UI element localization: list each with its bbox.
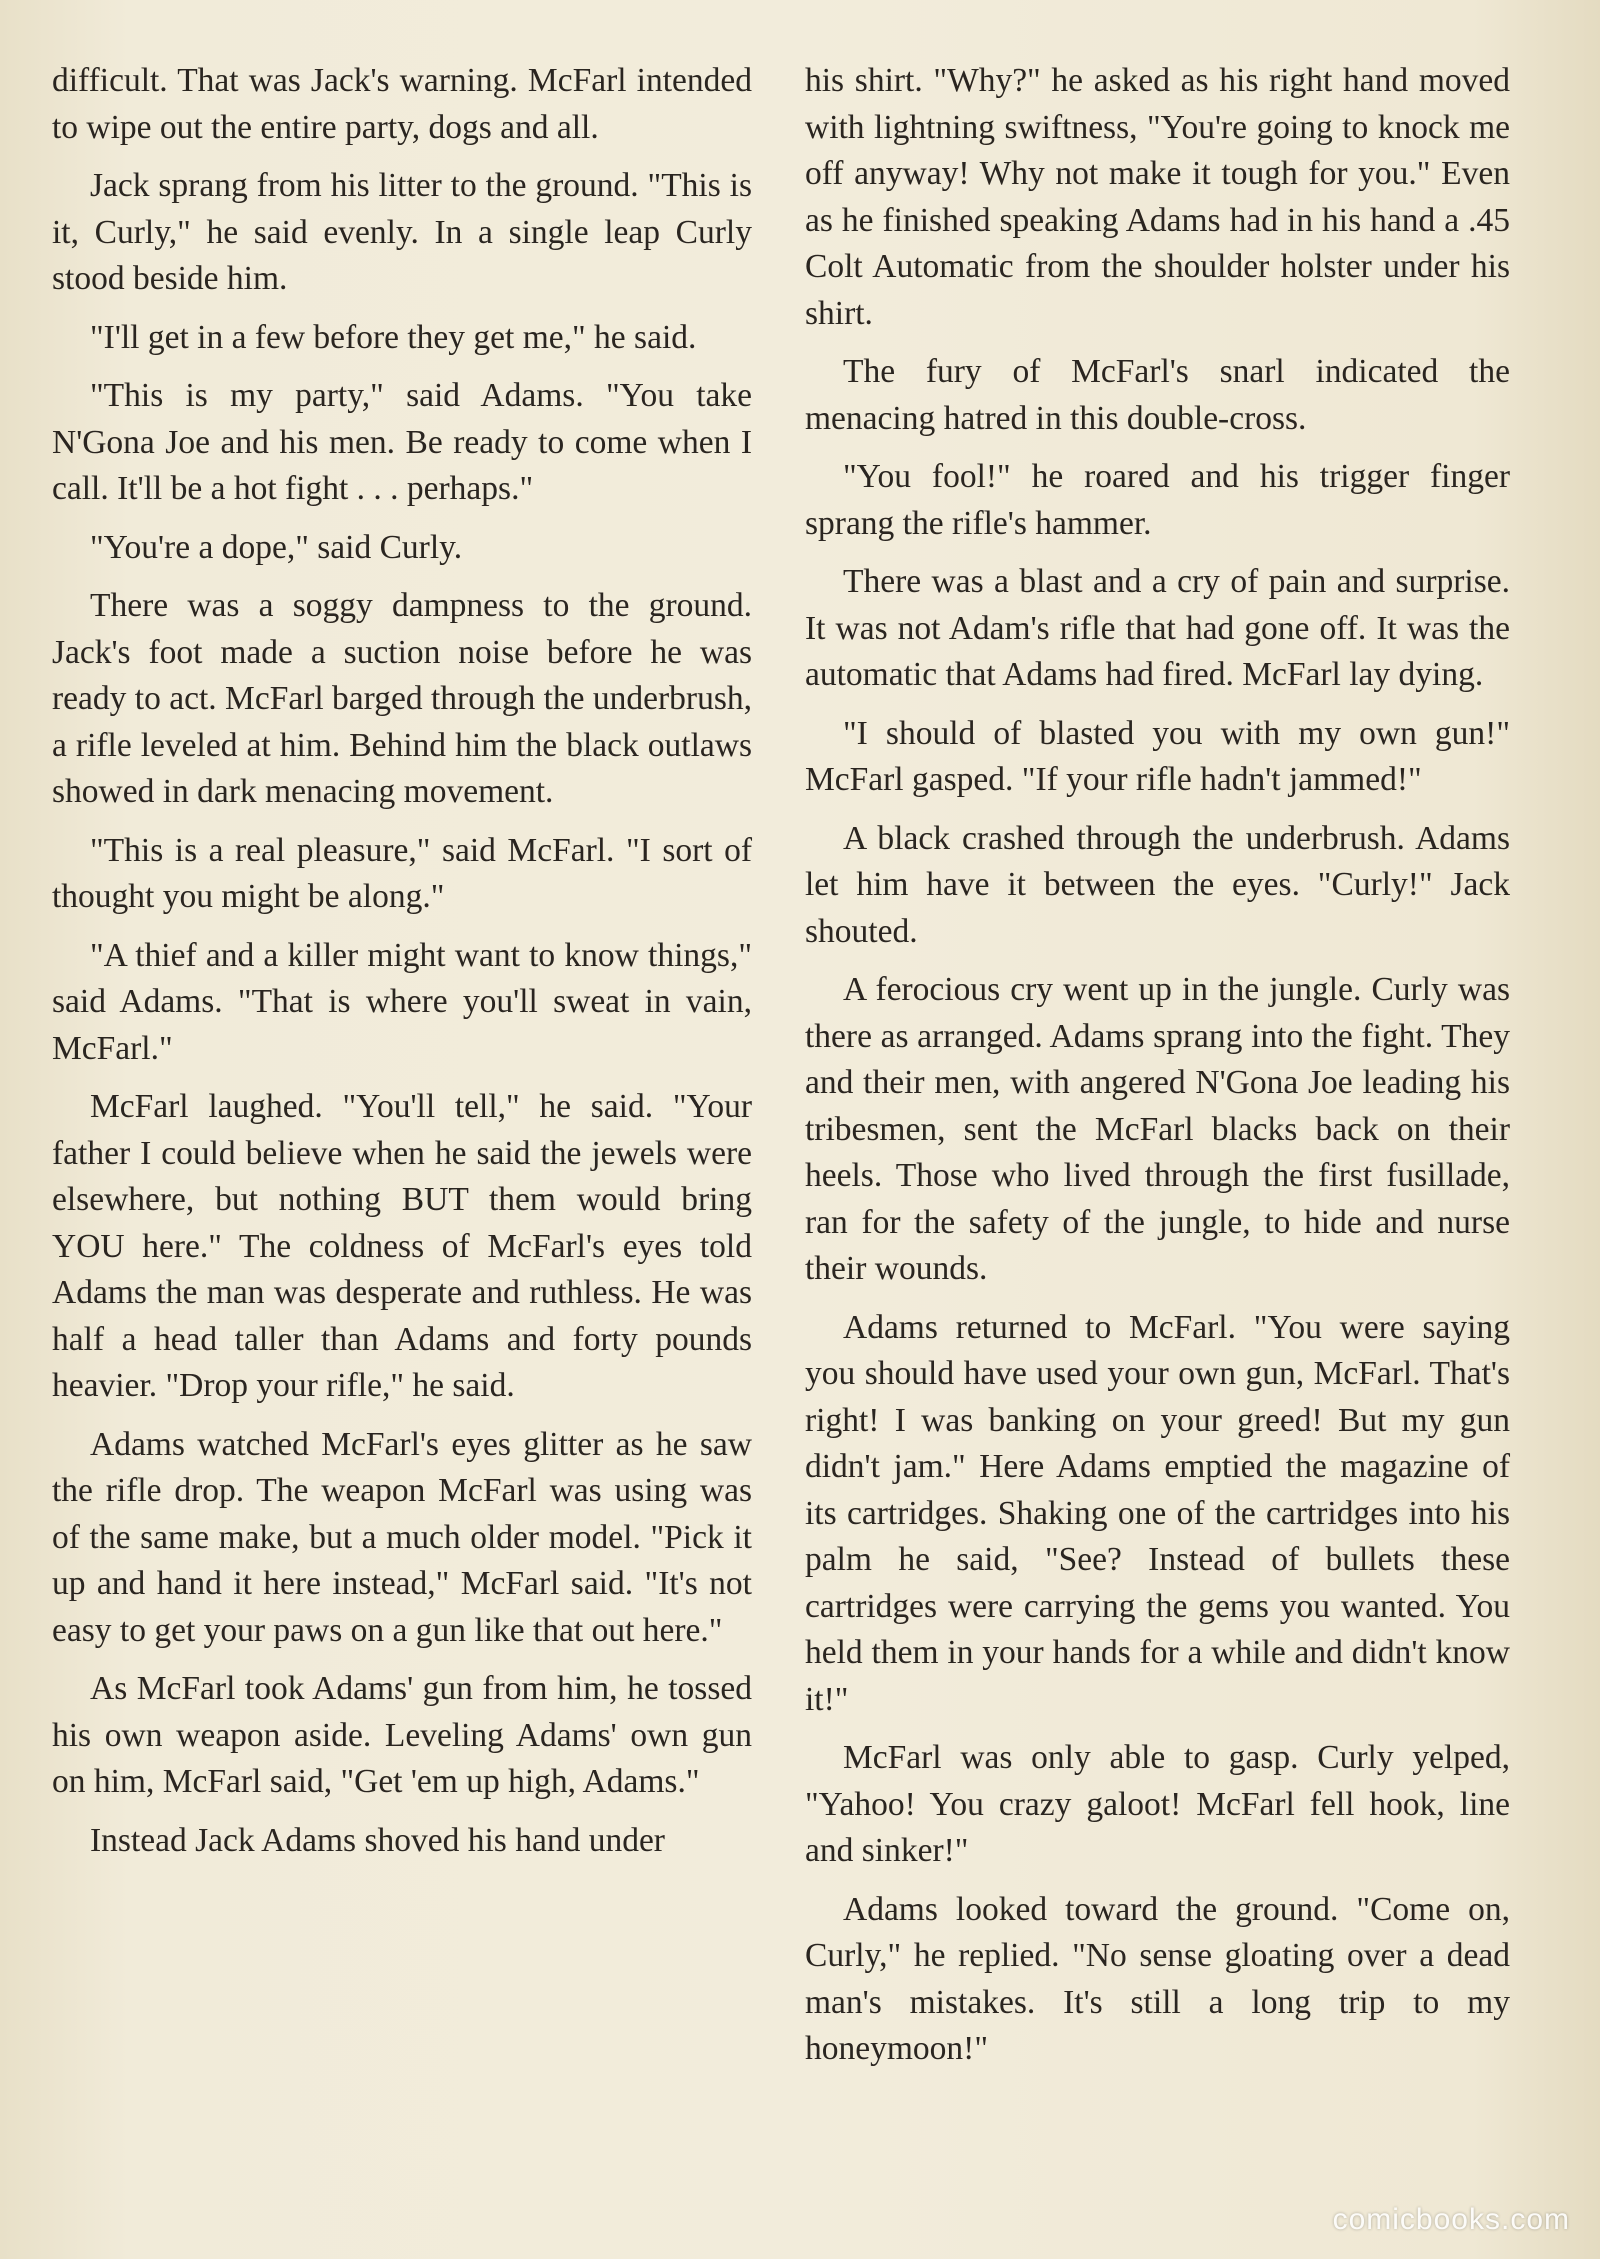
paragraph: The fury of McFarl's snarl indicated the menacing hatred in this double-cross. — [805, 353, 1510, 437]
paragraph: A ferocious cry went up in the jungle. Curly was there as arranged. Adams sprang into the fight. They and their men, with angered N'Gona Joe leading his tribesmen, sent the McFarl blacks back on their heels. Those who lived through the first fusillade, ran for the safety of the jungle, to hide and nurse their wounds. — [805, 971, 1510, 1287]
paragraph: McFarl laughed. "You'll tell," he said. "Your father I could believe when he said the jewels were elsewhere, but nothing BUT them would bring YOU here." The coldness of McFarl's eyes told Adams the man was desperate and ruthless. He was half a head taller than Adams and forty pounds heavier. "Drop your rifle," he said. — [52, 1088, 752, 1404]
left-text-column — [52, 58, 752, 1876]
paragraph: "A thief and a killer might want to know things," said Adams. "That is where you'll sweat in vain, McFarl." — [52, 936, 752, 1067]
paragraph: "You fool!" he roared and his trigger finger sprang the rifle's hammer. — [805, 458, 1510, 542]
paragraph: "This is a real pleasure," said McFarl. "I sort of thought you might be along." — [52, 831, 752, 915]
paragraph: Adams looked toward the ground. "Come on, Curly," he replied. "No sense gloating over a dead man's mistakes. It's still a long trip to my honeymoon!" — [805, 1890, 1510, 2067]
paragraph: There was a soggy dampness to the ground. Jack's foot made a suction noise before he was ready to act. McFarl barged through the underbrush, a rifle leveled at him. Behind him the black outlaws showed in dark menacing movement. — [52, 587, 752, 810]
paragraph: "I should of blasted you with my own gun!" McFarl gasped. "If your rifle hadn't jammed!" — [805, 714, 1510, 798]
paragraph: "I'll get in a few before they get me," he said. — [90, 318, 697, 356]
paragraph: Jack sprang from his litter to the ground. "This is it, Curly," he said evenly. In a single leap Curly stood beside him. — [52, 167, 752, 297]
paragraph: Adams watched McFarl's eyes glitter as he saw the rifle drop. The weapon McFarl was using was of the same make, but a much older model. "Pick it up and hand it here instead," McFarl said. "It's not easy to get your paws on a gun like that out here." — [52, 1425, 752, 1649]
paragraph: "You're a dope," said Curly. — [90, 528, 463, 566]
right-text-column — [805, 58, 1510, 2085]
paragraph: Instead Jack Adams shoved his hand under — [90, 1821, 665, 1859]
paragraph: McFarl was only able to gasp. Curly yelped, "Yahoo! You crazy galoot! McFarl fell hook, line and sinker!" — [805, 1739, 1510, 1869]
paragraph: There was a blast and a cry of pain and surprise. It was not Adam's rifle that had gone off. It was the automatic that Adams had fired. McFarl lay dying. — [805, 563, 1510, 693]
paragraph: Adams returned to McFarl. "You were saying you should have used your own gun, McFarl. That's right! I was banking on your greed! But my gun didn't jam." Here Adams emptied the magazine of its cartridges. Shaking one of the cartridges into his palm he said, "See? Instead of bullets these cartridges were carrying the gems you wanted. You held them in your hands for a while and didn't know it!" — [805, 1308, 1510, 1718]
site-watermark: comicbooks.com — [1332, 2203, 1570, 2236]
paragraph: "This is my party," said Adams. "You take N'Gona Joe and his men. Be ready to come when I call. It'll be a hot fight . . . perhaps." — [52, 377, 752, 507]
paragraph: As McFarl took Adams' gun from him, he tossed his own weapon aside. Leveling Adams' own gun on him, McFarl said, "Get 'em up high, Adams." — [52, 1670, 752, 1800]
paragraph: his shirt. "Why?" he asked as his right hand moved with lightning swiftness, "You're going to knock me off anyway! Why not make it tough for you." Even as he finished speaking Adams had in his hand a .45 Colt Automatic from the shoulder holster under his shirt. — [805, 62, 1510, 332]
paragraph: difficult. That was Jack's warning. McFarl intended to wipe out the entire party, dogs and all. — [52, 62, 752, 146]
paragraph: A black crashed through the underbrush. Adams let him have it between the eyes. "Curly!" Jack shouted. — [805, 819, 1510, 950]
